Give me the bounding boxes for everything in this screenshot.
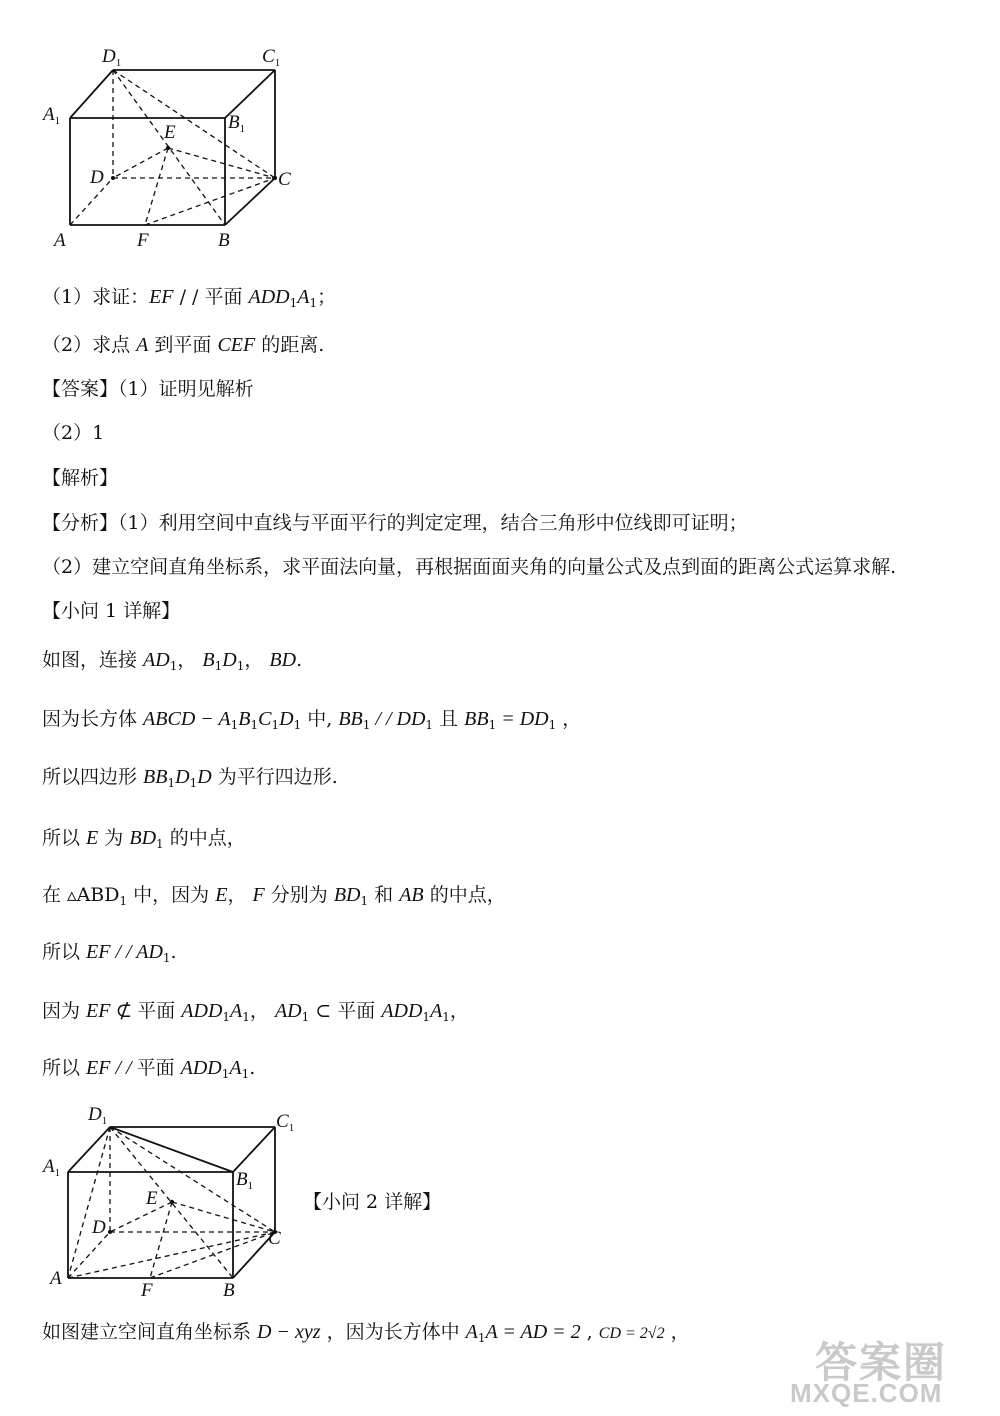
fig2-label-C: C [268,1228,281,1249]
fig2-label-D: D [92,1217,106,1238]
label-B: B [218,230,230,250]
answer-heading: 【答案】（1）证明见解析 [42,378,254,400]
paragraph-7: 因为 EF ⊄ 平面 $ADD_1A_1$， $AD_1$ ⊂ 平面 $ADD_1A_1$， [42,1000,469,1024]
paragraph-6: 所以 EF / / $AD_1$. [42,941,177,965]
figure-2-cuboid [40,1100,340,1300]
subquestion-2-heading: 【小问 2 详解】 [303,1191,442,1213]
figure-1-cuboid [40,40,360,250]
paragraph-9: 如图建立空间直角坐标系 D − xyz ，因为长方体中 $A_1A$ = AD = 2 , CD = 2√2 ， [42,1321,690,1345]
paragraph-8: 所以 EF / / 平面 $ADD_1A_1$. [42,1057,256,1081]
answer-2: （2）1 [42,422,105,444]
subquestion-1-heading: 【小问 1 详解】 [42,600,181,622]
analysis-heading: 【解析】 [42,467,119,489]
analysis-line-1: 【分析】（1）利用空间中直线与平面平行的判定定理，结合三角形中位线即可证明； [42,512,748,534]
question-2: （2）求点 A 到平面 CEF 的距离. [42,334,325,356]
fig2-label-A: A [50,1268,62,1289]
question-1: （1）求证：EF / / 平面 $ADD_1A_1$； [42,286,337,310]
label-C1: $C_1$ [262,46,281,69]
fig2-label-C1: $C_1$ [276,1111,295,1134]
fig2-label-B: B [223,1280,235,1300]
label-C: C [278,169,291,190]
fig2-label-D1: $D_1$ [88,1104,108,1127]
fig2-label-B1: $B_1$ [236,1169,254,1192]
label-A: A [54,230,66,250]
label-D1: $D_1$ [102,46,122,69]
paragraph-3: 所以四边形 $BB_1D_1D$ 为平行四边形. [42,766,338,790]
label-F: F [137,230,149,250]
label-E: E [164,122,176,143]
paragraph-4: 所以 E 为 $BD_1$ 的中点， [42,827,246,851]
label-D: D [90,167,104,188]
label-B1: $B_1$ [228,112,246,135]
fig2-label-A1: $A_1$ [43,1156,61,1179]
watermark-url: MXQE.COM [790,1378,943,1408]
label-A1: $A_1$ [43,104,61,127]
paragraph-2: 因为长方体 ABCD − $A_1B_1C_1D_1$ 中, $BB_1$ / / $DD_1$ 且 $BB_1 = DD_1$ ， [42,708,582,732]
paragraph-1: 如图，连接 $AD_1$， $B_1D_1$， BD. [42,649,303,673]
watermark-logo: 答案圈 [815,1339,948,1386]
paragraph-5: 在 $▵ABD_1$ 中，因为 E， F 分别为 $BD_1$ 和 AB 的中点， [42,884,506,908]
analysis-line-2: （2）建立空间直角坐标系，求平面法向量，再根据面面夹角的向量公式及点到面的距离公式运算求解. [42,556,897,578]
fig2-label-F: F [141,1280,153,1300]
fig2-label-E: E [146,1188,158,1209]
